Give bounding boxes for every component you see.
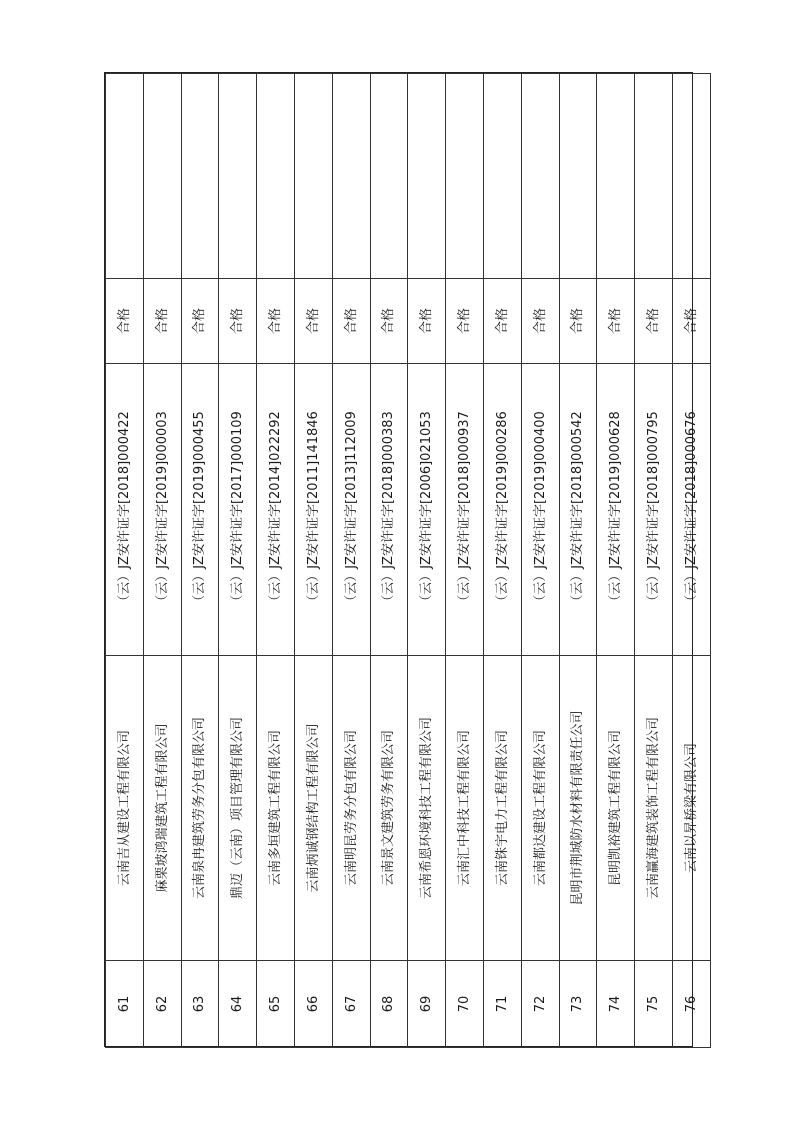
table-row — [332, 74, 370, 1048]
remark-cell — [106, 74, 144, 279]
company-name-cell: 云南景文建筑劳务有限公司 — [370, 656, 408, 961]
company-name-cell: 云南铢宇电力工程有限公司 — [483, 656, 521, 961]
row-number-cell: 68 — [370, 961, 408, 1048]
company-name-cell: 云南希恩环境科技工程有限公司 — [408, 656, 446, 961]
table-row — [521, 74, 559, 1048]
row-number-cell: 65 — [257, 961, 295, 1048]
license-number-cell: （云）JZ安许证字[2019]000286 — [483, 364, 521, 656]
license-table-body — [106, 74, 711, 1048]
table-row — [635, 74, 673, 1048]
company-name-cell: 云南多垣建筑工程有限公司 — [257, 656, 295, 961]
table-row — [219, 74, 257, 1048]
remark-cell — [483, 74, 521, 279]
license-number-cell: （云）JZ安许证字[2018]000795 — [635, 364, 673, 656]
status-cell: 合格 — [143, 279, 181, 364]
row-number-cell: 66 — [294, 961, 332, 1048]
company-name-cell: 云南以昇桥梁有限公司 — [672, 656, 710, 961]
status-cell: 合格 — [635, 279, 673, 364]
table-row — [181, 74, 219, 1048]
status-cell: 合格 — [332, 279, 370, 364]
company-name-cell: 鼎迈（云南）项目管理有限公司 — [219, 656, 257, 961]
row-number-cell: 72 — [521, 961, 559, 1048]
remark-cell — [370, 74, 408, 279]
table-row — [408, 74, 446, 1048]
status-cell: 合格 — [181, 279, 219, 364]
company-name-cell: 云南明昆劳务分包有限公司 — [332, 656, 370, 961]
status-cell: 合格 — [521, 279, 559, 364]
table-row — [597, 74, 635, 1048]
row-number-cell: 64 — [219, 961, 257, 1048]
remark-cell — [257, 74, 295, 279]
table-row — [446, 74, 484, 1048]
status-cell: 合格 — [370, 279, 408, 364]
license-number-cell: （云）JZ安许证字[2006]021053 — [408, 364, 446, 656]
remark-cell — [635, 74, 673, 279]
table-row — [106, 74, 144, 1048]
remark-cell — [294, 74, 332, 279]
license-number-cell: （云）JZ安许证字[2018]000542 — [559, 364, 597, 656]
status-cell: 合格 — [106, 279, 144, 364]
remark-cell — [521, 74, 559, 279]
status-cell: 合格 — [408, 279, 446, 364]
license-number-cell: （云）JZ安许证字[2019]000003 — [143, 364, 181, 656]
license-table-frame — [104, 72, 699, 1047]
row-number-cell: 75 — [635, 961, 673, 1048]
table-row — [294, 74, 332, 1048]
table-row — [370, 74, 408, 1048]
row-number-cell: 63 — [181, 961, 219, 1048]
row-number-cell: 69 — [408, 961, 446, 1048]
status-cell: 合格 — [257, 279, 295, 364]
company-name-cell: 麻栗坡鸿瑞建筑工程有限公司 — [143, 656, 181, 961]
row-number-cell: 62 — [143, 961, 181, 1048]
table-row — [483, 74, 521, 1048]
remark-cell — [332, 74, 370, 279]
status-cell: 合格 — [483, 279, 521, 364]
license-number-cell: （云）JZ安许证字[2018]000676 — [672, 364, 710, 656]
row-number-cell: 67 — [332, 961, 370, 1048]
row-number-cell: 61 — [106, 961, 144, 1048]
remark-cell — [446, 74, 484, 279]
license-table — [105, 73, 711, 1048]
remark-cell — [559, 74, 597, 279]
rotated-table-container — [105, 73, 699, 1048]
company-name-cell: 云南吉从建设工程有限公司 — [106, 656, 144, 961]
remark-cell — [672, 74, 710, 279]
status-cell: 合格 — [672, 279, 710, 364]
status-cell: 合格 — [597, 279, 635, 364]
company-name-cell: 昆明市荆城防水材料有限责任公司 — [559, 656, 597, 961]
row-number-cell: 74 — [597, 961, 635, 1048]
license-number-cell: （云）JZ安许证字[2018]000422 — [106, 364, 144, 656]
remark-cell — [143, 74, 181, 279]
license-number-cell: （云）JZ安许证字[2014]022292 — [257, 364, 295, 656]
license-number-cell: （云）JZ安许证字[2019]000400 — [521, 364, 559, 656]
table-row — [672, 74, 710, 1048]
status-cell: 合格 — [219, 279, 257, 364]
remark-cell — [597, 74, 635, 279]
license-number-cell: （云）JZ安许证字[2018]000383 — [370, 364, 408, 656]
license-number-cell: （云）JZ安许证字[2017]000109 — [219, 364, 257, 656]
row-number-cell: 76 — [672, 961, 710, 1048]
status-cell: 合格 — [446, 279, 484, 364]
row-number-cell: 71 — [483, 961, 521, 1048]
table-row — [257, 74, 295, 1048]
status-cell: 合格 — [559, 279, 597, 364]
company-name-cell: 云南都达建设工程有限公司 — [521, 656, 559, 961]
remark-cell — [181, 74, 219, 279]
remark-cell — [408, 74, 446, 279]
table-row — [143, 74, 181, 1048]
company-name-cell: 昆明凯裕建筑工程有限公司 — [597, 656, 635, 961]
company-name-cell: 云南汇中科技工程有限公司 — [446, 656, 484, 961]
license-number-cell: （云）JZ安许证字[2011]141846 — [294, 364, 332, 656]
company-name-cell: 云南泉冉建筑劳务分包有限公司 — [181, 656, 219, 961]
company-name-cell: 云南赢海建筑装饰工程有限公司 — [635, 656, 673, 961]
row-number-cell: 73 — [559, 961, 597, 1048]
company-name-cell: 云南炳诚钢结构工程有限公司 — [294, 656, 332, 961]
license-number-cell: （云）JZ安许证字[2019]000628 — [597, 364, 635, 656]
remark-cell — [219, 74, 257, 279]
license-number-cell: （云）JZ安许证字[2018]000937 — [446, 364, 484, 656]
table-row — [559, 74, 597, 1048]
row-number-cell: 70 — [446, 961, 484, 1048]
license-number-cell: （云）JZ安许证字[2019]000455 — [181, 364, 219, 656]
license-number-cell: （云）JZ安许证字[2013]112009 — [332, 364, 370, 656]
status-cell: 合格 — [294, 279, 332, 364]
